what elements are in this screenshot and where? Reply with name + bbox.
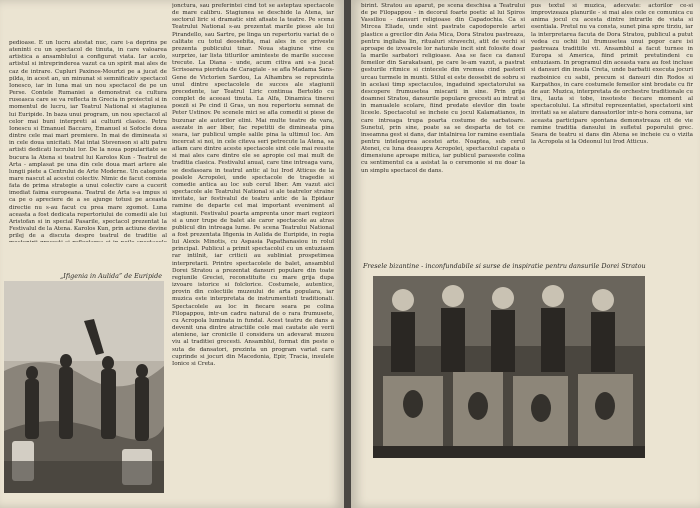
book-gutter xyxy=(344,0,351,508)
left-column-paragraph-b: jonctura, sau preferintei cind tot se asteptau spectacole de mare calibru. Stagiunea se deschide la Atena, iar sectorul liric si dramatic sint afisate la teatre. Pe scena Teatrului National s-au prezentat marile piese ale lui Pirandello, sau Sartre, pe linga un repertoriu variat de o calitate cu totul deosebita, mai ales in ce priveste prezenta publicului tinar. Noua stagiune vine cu surprize, iar lista titlurilor aminteste de marile succese trecute. La Diana - unde, acum citiva ani s-a jucat Scrisoarea pierduta de Caragiale - se afla Madama Sans-Gene de Victorien Sardou, La Alhambra se reprezinta unul dintre spectacolele de succes ale stagiunii precedente, iar Teatrul Liric continua Bertoldo cu complet de aceeasi tinuta. La Alfa, Dinamica tinerei poezii si Pe cind il Gras, un nou repertoriu semnat de Peter Ustinov. Pe scenele mici se afla comedii si piese de buzunar ale autorilor elini. Mai multe teatre de vara, asezate in aer liber, fac repetitii de dimineata pina seara, iar publicul umple salile pina la ultimul loc. Am incercat si noi, in cele citeva seri petrecute la Atena, sa aflam care dintre aceste spectacole sint cele mai reusite si mai ales care dintre ele se apropie cel mai mult de traditia clasica. Festivalul anual, care tine intreaga vara, se desfasoara in teatrul antic al lui Irod Atticus de la poalele Acropolei, unde spectacole de tragedie si comedie antica au loc sub cerul liber. Am vazut aici spectacole ale Teatrului National si ale teatrelor straine invitate, iar festivalul de teatru antic de la Epidaur ramine de departe cel mai important eveniment al stagiunii. Festivalul poarta amprenta unor mari regizori si a unor trupe de balet ale caror spectacole au atras publicul din intreaga lume. Pe scena Teatrului National a fost prezentata Ifigenia in Aulida de Euripide, in regia lui Alexis Minotis, cu Aspasia Papathanasiou in rolul principal. Publicul a primit spectacolul cu un entuziasm rar intilnit, iar criticii au subliniat prospetimea interpretarii. Printre spectacolele de balet, ansamblul Dorei Stratou a prezentat dansuri populare din toate regiunile Greciei, reconstituite cu mare grija dupa izvoare istorice si folclorice. Costumele, autentice, provin din colectiile muzeului de arta populara, iar muzica este interpretata de instrumentisti traditionali. Spectacolele au loc in fiecare seara pe colina Filopappou, intr-un cadru natural de o rara frumusete, cu Acropola luminata in fundal. Acest teatru de dans a devenit una dintre atractiile cele mai cautate ale verii ateniene, iar cronicile il considera un adevarat muzeu viu al traditiei grecesti. Ansamblul, format din peste o suta de dansatori, prezinta un program variat care cuprinde si jocuri din Macedonia, Epir, Tracia, insulele Ionice si Creta. xyxy=(172,3,334,367)
left-column-text-b xyxy=(172,3,334,499)
right-column-paragraph-d: pus textul si muzica, adecvate: actorilor ce-si improvizeaza planurile - si mai ales cele ce comunica cu anima jocul cu acesta dintre intrarile de viata si esentiala. Pretul nu va consta, sunet pina spre tirziu, iar la interpretarea facuta de Dora Stratou, publicul a putut vedea cu ochii lui frumusetea unui popor care isi pastreaza traditiile vii. Ansamblul a facut turnee in Europa si America, fiind primit pretutindeni cu entuziasm. In programul din aceasta vara au fost incluse si dansuri din insula Creta, unde barbatii executa jocuri razboinice cu sabii, precum si dansuri din Rodos si Karpathos, in care costumele femeilor sint brodate cu fir de aur. Muzica, interpretata de orchestre traditionale cu lira, lauta si tobe, insoteste fiecare moment al spectacolului. La sfirsitul reprezentatiei, spectatorii sint invitati sa se alature dansatorilor intr-o hora comuna, iar aceasta participare spontana demonstreaza cit de vie ramine traditia dansului in sufletul poporului grec. Seara de teatru si dans din Atena se incheie cu o vizita la Acropola si la Odeonul lui Irod Atticus. xyxy=(531,3,693,145)
ifigenia-photo xyxy=(4,281,164,493)
right-page xyxy=(351,0,700,508)
left-column-paragraph-a: pedioase. E un lucru atestat nuc, care i-a deprins pe ateninti cu un spectacol de tinuta, in care valoarea artistica a ansamblului a configurat viata. Iar acolo, artistul si intreprinderea vazut ca un spirit mai ales de caz de intrare. Cupluri Paxinos-Mourtzi pe a jucat de pilda, in acest an, un minunat si semnificativ spectacol Ionesco, iar in luna mai un nou spectacol de pe un Perse. Contele Rumaniei a demonstrat ca cultura ruseasca care se va reflecta in Grecia in proiectul si in momentul de lucru, iar Teatrul National si stagiunea lui Euripide. In baza unui program, un nou spectacol al celor mai buni interpreti ai culturii clasice. Petru Ionescu si Emanuel Baccaro, Emanuel si Sofocle doua dintre cele mai mari premiere. In mai de dimineata si in cele doua unicitati. Mai intai Stevenson si alti patru artisti dedicati lucrului lor. De la noua popularitate se bucura la Atena si teatrul lui Karolos Kun - Teatrul de Arta - amplasat pe una din cele doua mari artere ale lungii piete a Centrului de Arte Moderne. Un categorie mare nascut al acestui colectiv. Nimic de facut comisia fata de prima strategie a unui colectiv care a cucerit imediat faima europeana. Teatrul de Arta s-a impus si ca pe o apreciere de a se ajunge totusi pe aceasta directie nu s-au facut cu prea mare zgomot. Luna aceasta a fost dedicata repertoriului de comedii ale lui Aristofan si in special Pasarile, spectacol prezentat la Festivalul de la Atena. Karolos Kun, prin actiune devine prilej de a discuta despre teatrul de traditie al xyxy=(9,40,167,240)
left-page xyxy=(0,0,344,508)
right-column-text-c xyxy=(361,3,525,233)
right-column-text-d xyxy=(531,3,693,253)
photo-caption-ifigenia: „Ifigenia in Aulida” de Euripide xyxy=(60,272,162,280)
photo-caption-frescoes: Fresele bizantine - inconfundabile si surse de inspiratie pentru dansurile Dorei Stratou xyxy=(363,262,646,270)
left-column-text-a xyxy=(9,40,167,242)
right-column-paragraph-c: birint. Stratou au aparut, pe scena deschisa a Teatrului de pe Filopappou - in decorul foarte poetic al lui Spiros Vassiliou - dansuri religioase din Capadochia. Ca si Mircea Eliade, unde sint pastrate capodoperele artei plastice a grecilor din Asia Mica, Dora Stratou pastreaza, pentru ingliaba lin, ritualuri stravechi, atit de vechi si aproape de izvoarele lor naturale incit sint folosite doar la marile sarbatori religioase. Asa se face ca dansul femeilor din Sarakatsani, pe care le-am vazut, a pastrat gesturile ritmice si cintecele din vremea cind pastorii urcau turmele in munti. Stilul ei este deosebit de sobru si in acelasi timp spectaculos, ingaduind spectatorului sa descopere frumusetea miscarii in sine. Prin grija doamnei Stratou, dansurile populare grecesti au intrat si in manualele scolare, fiind predate elevilor din toate liceele. Spectacolul se incheie cu jocul Kalamatianos, in care intreaga trupa poarta costume de sarbatoare. Sunetul, prin sine, poate sa se desparta de tot ce inseamna gest si dans, dar intalnirea lor ramine esentiala pentru intelegerea acestei arte. Noaptea, sub cerul Atenei, cu luna deasupra Acropolei, spectacolul capata o dimensiune aproape mitica, iar publicul paraseste colina cu sentimentul ca a asistat la o ceremonie si nu doar la un simplu spectacol de dans. xyxy=(361,3,525,174)
byzantine-frescoes-photo xyxy=(373,276,645,458)
